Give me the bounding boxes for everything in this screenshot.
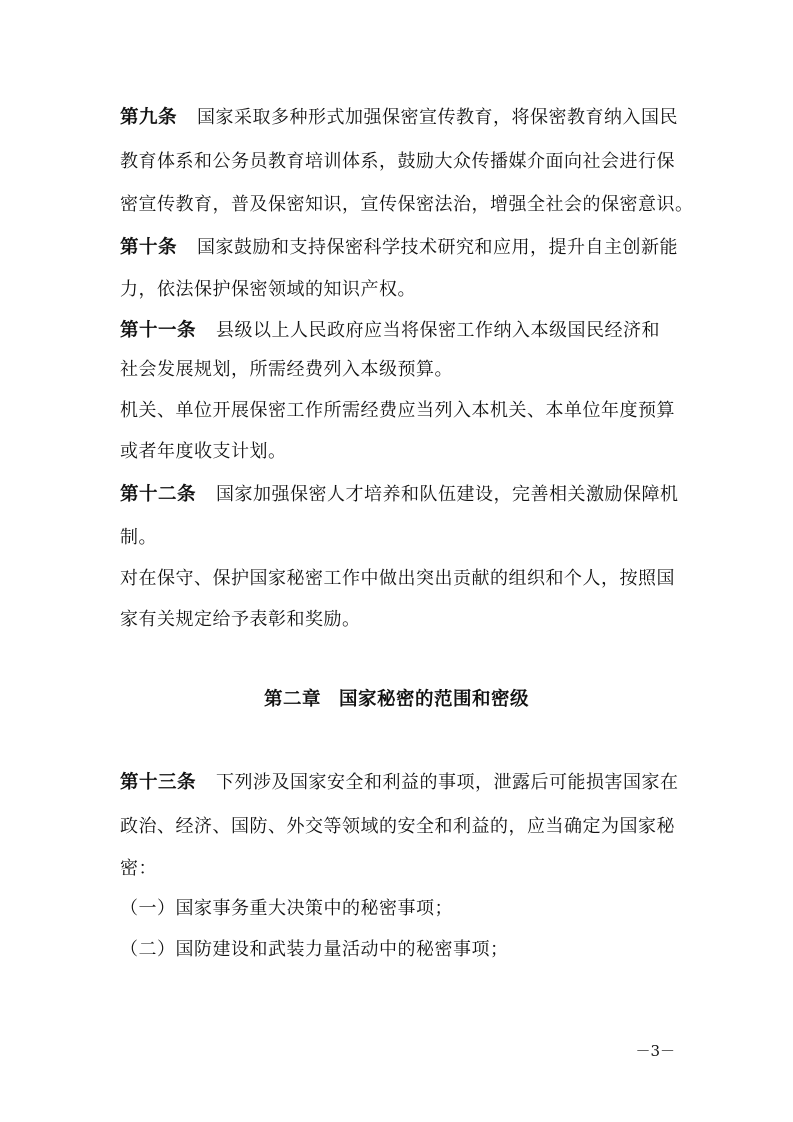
article-13-line-2: 政治、经济、国防、外交等领域的安全和利益的，应当确定为国家秘 bbox=[120, 816, 675, 837]
chapter-number: 第二章 bbox=[263, 689, 321, 710]
article-11-line-1 bbox=[120, 319, 660, 343]
article-12-line-2: 制。 bbox=[120, 527, 157, 548]
chapter-heading bbox=[0, 688, 793, 712]
article-9-heading: 第九条 bbox=[120, 107, 178, 128]
article-12-line-1 bbox=[120, 483, 679, 507]
article-9-line-1 bbox=[120, 106, 678, 130]
article-12-line-4: 家有关规定给予表彰和奖励。 bbox=[120, 609, 361, 630]
article-13-item-2: （二）国防建设和武装力量活动中的秘密事项； bbox=[120, 939, 509, 960]
article-12-line-3: 对在保守、保护国家秘密工作中做出突出贡献的组织和个人，按照国 bbox=[120, 568, 675, 589]
article-11-line-4: 或者年度收支计划。 bbox=[120, 441, 287, 462]
article-10-text-1: 国家鼓励和支持保密科学技术研究和应用，提升自主创新能 bbox=[197, 237, 679, 258]
article-13-line-1 bbox=[120, 771, 679, 795]
article-10-line-2: 力，依法保护保密领域的知识产权。 bbox=[120, 279, 416, 300]
article-13-line-3: 密： bbox=[120, 858, 157, 879]
article-10-line-1 bbox=[120, 236, 678, 260]
article-10-heading: 第十条 bbox=[120, 237, 178, 258]
article-11-line-3: 机关、单位开展保密工作所需经费应当列入本机关、本单位年度预算 bbox=[120, 400, 675, 421]
article-11-text-1: 县级以上人民政府应当将保密工作纳入本级国民经济和 bbox=[216, 320, 661, 341]
article-11-heading: 第十一条 bbox=[120, 320, 197, 341]
article-12-heading: 第十二条 bbox=[120, 484, 197, 505]
article-11-line-2: 社会发展规划，所需经费列入本级预算。 bbox=[120, 359, 453, 380]
article-9-text-1: 国家采取多种形式加强保密宣传教育，将保密教育纳入国民 bbox=[197, 107, 679, 128]
page-number: －3－ bbox=[635, 1042, 675, 1060]
article-13-heading: 第十三条 bbox=[120, 772, 197, 793]
article-13-item-1: （一）国家事务重大决策中的秘密事项； bbox=[120, 898, 453, 919]
chapter-title: 国家秘密的范围和密级 bbox=[339, 689, 530, 710]
article-12-text-1: 国家加强保密人才培养和队伍建设，完善相关激励保障机 bbox=[216, 484, 679, 505]
article-9-line-3: 密宣传教育，普及保密知识，宣传保密法治，增强全社会的保密意识。 bbox=[120, 194, 694, 215]
article-13-text-1: 下列涉及国家安全和利益的事项，泄露后可能损害国家在 bbox=[216, 772, 679, 793]
article-9-line-2: 教育体系和公务员教育培训体系，鼓励大众传播媒介面向社会进行保 bbox=[120, 151, 675, 172]
